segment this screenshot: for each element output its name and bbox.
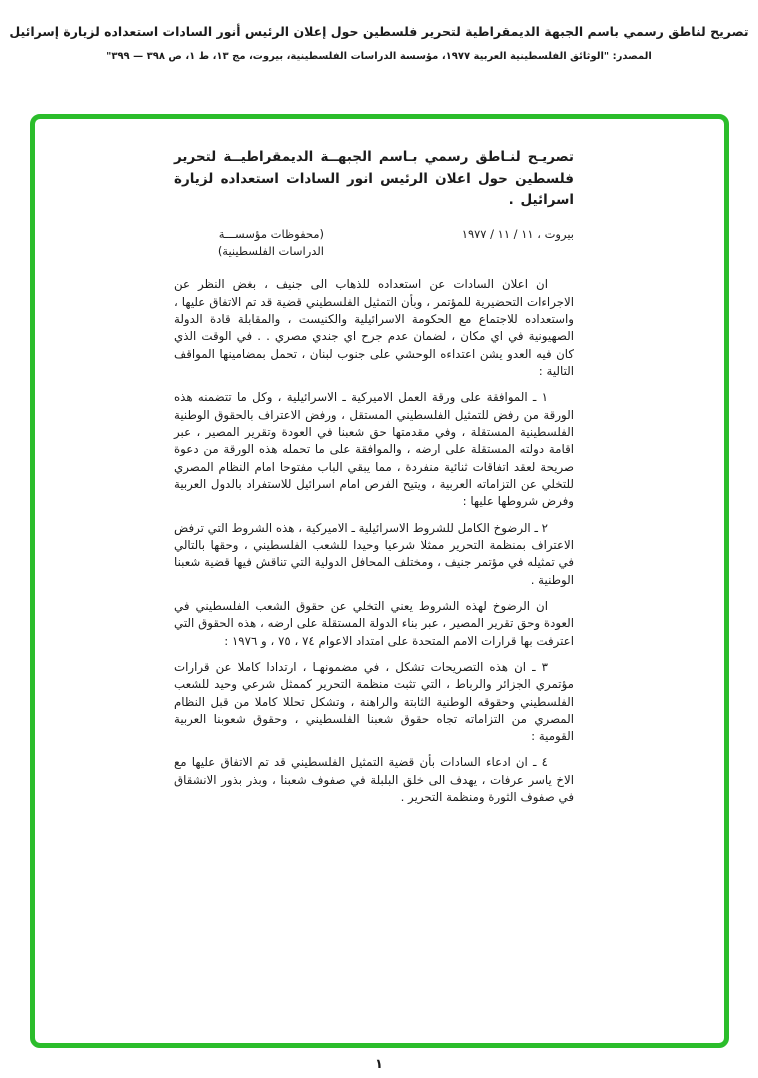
paragraph-rights: ان الرضوخ لهذه الشروط يعني التخلي عن حقوق الشعب الفلسطيني في العودة وحق تقرير المصير ، عبر بناء الدولة المستقلة على ارضه ، هذه الحقوق التي اعترفت بها قرارات الامم المتحدة على امتداد الاعوام ٧٤ ، ٧٥ ، و ١٩٧٦ :: [174, 598, 574, 648]
paragraph-point-1: ١ ـ الموافقة على ورقة العمل الاميركية ـ الاسرائيلية ، وكل ما تتضمنه هذه الورقة من رفض للتمثيل الفلسطيني المستقل ، ورفض الاعتراف بالحقوق الوطنية الفلسطينية المستقلة ، وفي مقدمتها حق شعبنا في العودة وتقرير المصير ، عبر اقامة دولته المستقلة على ارضه ، والموافقة على ما تحمله هذه الورقة من دعوة صريحة لعقد اتفاقات ثنائية منفردة ، مما يبقي الباب مفتوحا امام النظام المصري للتخلي عن التزاماته العربية ، ويتيح الفرص امام اسرائيل للاستفراد بالدول العربية وفرض شروطها عليها :: [174, 390, 574, 509]
document-title: تصريـح لنـاطق رسمي بـاسم الجبهــة الديمقراطيــة لتحرير فلسطين حول اعلان الرئيس انور السادات استعداده لزيارة اسرائيل .: [174, 149, 574, 209]
archive-note: (محفوظات مؤسســـة الدراسات الفلسطينية): [217, 226, 324, 259]
header-title: تصريح لناطق رسمي باسم الجبهة الديمقراطية لتحرير فلسطين حول إعلان الرئيس أنور السادات استعداده لزيارة إسرائيل: [9, 24, 749, 39]
document-header: [0, 24, 758, 62]
dateline: بيروت ، ١١ / ١١ / ١٩٧٧: [461, 226, 574, 241]
page-number: ١: [375, 1057, 383, 1072]
paragraph-point-4: ٤ ـ ان ادعاء السادات بأن قضية التمثيل الفلسطيني قد تم الاتفاق عليها مع الاخ ياسر عرفات ، يهدف الى خلق البلبلة في صفوف شعبنا ، وبذر بذور الانشقاق في صفوف الثورة ومنظمة التحرير .: [174, 755, 574, 805]
green-border-frame: [30, 114, 729, 1048]
header-source: المصدر: "الوثائق الفلسطينية العربية ١٩٧٧، مؤسسة الدراسات الفلسطينية، بيروت، مج ١٣، ط ١، ص ٣٩٨ — ٣٩٩": [106, 51, 652, 62]
paragraph-point-3: ٣ ـ ان هذه التصريحات تشكل ، في مضمونهـا ، ارتدادا كاملا عن قرارات مؤتمري الجزائر والرباط ، التي تثبت منظمة التحرير كممثل شرعي وحيد للشعب الفلسطيني وحقوقه الوطنية الثابتة والراهنة ، وتشكل تحللا كاملا من قبل النظام المصري من التزاماته تجاه حقوق شعبنا الفلسطيني ، وحقوق شعوبنا العربية القومية :: [174, 659, 574, 744]
paragraph-point-2: ٢ ـ الرضوخ الكامل للشروط الاسرائيلية ـ الاميركية ، هذه الشروط التي ترفض الاعتراف بمنظمة التحرير ممثلا شرعيا وحيدا للشعب الفلسطيني ، وحقها بالتالي في تمثيله في مؤتمر جنيف ، ومختلف المحافل الدولية التي تناقش فيها قضية شعبنا الوطنية .: [174, 520, 574, 587]
paragraph-intro: ان اعلان السادات عن استعداده للذهاب الى جنيف ، بغض النظر عن الاجراءات التحضيرية للمؤتمر ، وبأن التمثيل الفلسطيني قضية قد تم الاتفاق عليها ، واستعداده للاجتماع مع الحكومة الاسرائيلية والكنيست ، والمقابلة قادة الدولة الصهيونية في اي مكان ، لضمان عدم جرح اي جندي مصري . . في الوقت الذي كان فيه العدو يشن اعتداءه الوحشي على جنوب لبنان ، تحمل بمضامينها المواقف التالية :: [174, 277, 574, 378]
dateline-row: [174, 226, 574, 261]
document-body: [174, 147, 574, 806]
